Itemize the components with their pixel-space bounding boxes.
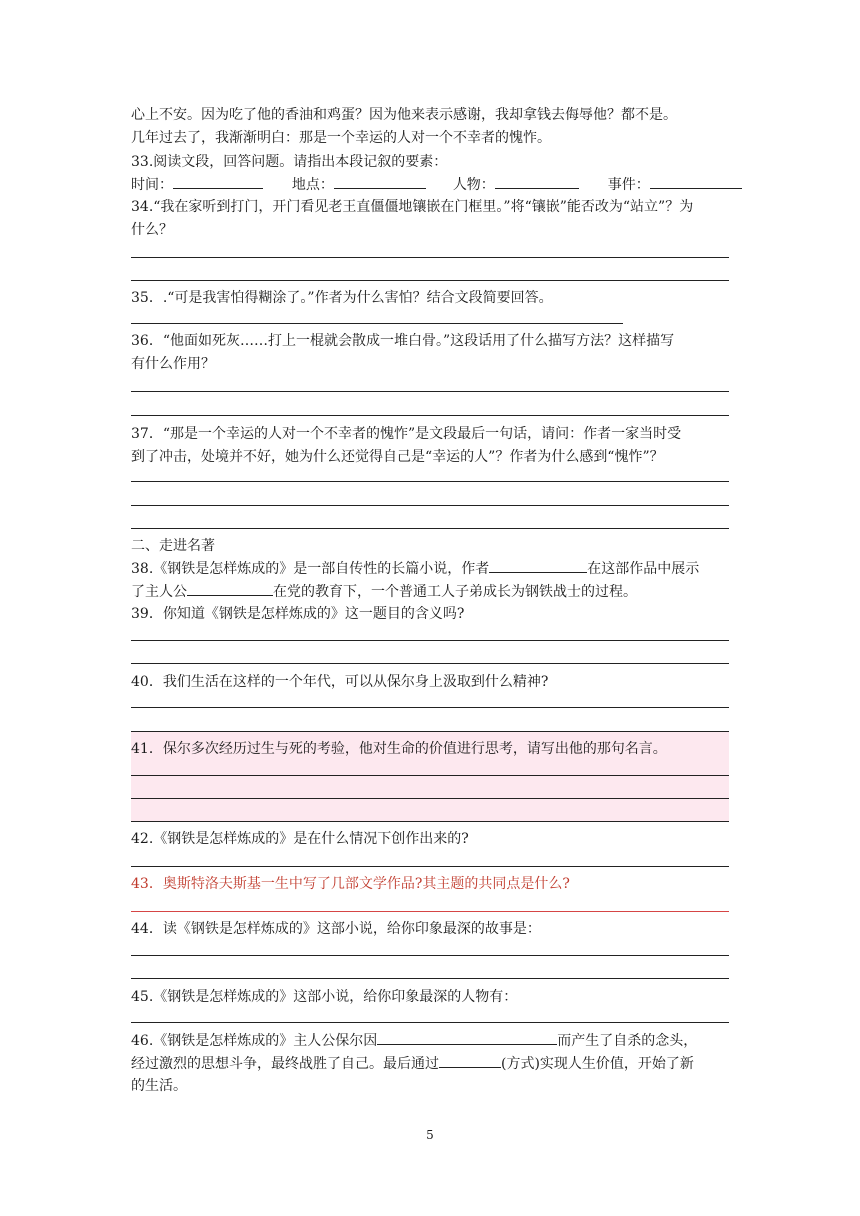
answer-line[interactable] <box>131 775 729 776</box>
answer-line[interactable] <box>131 257 729 258</box>
passage-line: 心上不安。因为吃了他的香油和鸡蛋？因为他来表示感谢，我却拿钱去侮辱他？都不是。 <box>131 107 677 123</box>
answer-line[interactable] <box>131 528 729 529</box>
passage-line: 几年过去了，我渐渐明白：那是一个幸运的人对一个不幸者的愧怍。 <box>131 130 551 146</box>
people-blank[interactable] <box>495 173 579 189</box>
place-label: 地点： <box>291 177 334 193</box>
question-36-cont: 有什么作用？ <box>131 356 215 372</box>
answer-line[interactable] <box>131 866 729 867</box>
answer-line[interactable] <box>131 821 729 822</box>
question-39: 39．你知道《钢铁是怎样炼成的》这一题目的含义吗? <box>131 606 465 622</box>
section-title: 二、走进名著 <box>131 538 215 554</box>
answer-line[interactable] <box>131 415 729 416</box>
question-38: 38.《钢铁是怎样炼成的》是一部自传性的长篇小说，作者 在这部作品中展示 <box>131 557 731 580</box>
question-44: 44．读《钢铁是怎样炼成的》这部小说，给你印象最深的故事是： <box>131 921 541 937</box>
question-33: 33.阅读文段，回答问题。请指出本段记叙的要素： <box>131 154 448 170</box>
answer-line[interactable] <box>131 391 729 392</box>
page-number: 5 <box>426 1128 434 1142</box>
author-blank[interactable] <box>489 557 587 573</box>
answer-line[interactable] <box>131 798 729 799</box>
question-46-end: 的生活。 <box>131 1078 187 1094</box>
reason-blank[interactable] <box>377 1029 557 1045</box>
place-blank[interactable] <box>334 173 426 189</box>
answer-line[interactable] <box>131 323 623 324</box>
question-35: 35．.“可是我害怕得糊涂了。”作者为什么害怕？结合文段简要回答。 <box>131 290 553 306</box>
question-45: 45.《钢铁是怎样炼成的》这部小说，给你印象最深的人物有： <box>131 989 518 1005</box>
answer-line[interactable] <box>131 505 729 506</box>
answer-line-red[interactable] <box>131 911 729 912</box>
answer-line[interactable] <box>131 707 729 708</box>
protagonist-blank[interactable] <box>187 580 273 596</box>
question-46: 46.《钢铁是怎样炼成的》主人公保尔因 而产生了自杀的念头， <box>131 1029 731 1052</box>
question-37: 37．“那是一个幸运的人对一个不幸者的愧怍”是文段最后一句话，请问：作者一家当时受 <box>131 426 682 442</box>
question-34: 34.“我在家听到打门，开门看见老王直僵僵地镶嵌在门框里。”将“镶嵌”能否改为“站立”？为 <box>131 199 694 215</box>
answer-line[interactable] <box>131 481 729 482</box>
answer-line[interactable] <box>131 978 729 979</box>
event-blank[interactable] <box>650 173 742 189</box>
question-38-cont: 了主人公 在党的教育下，一个普通工人子弟成长为钢铁战士的过程。 <box>131 580 731 603</box>
question-40: 40．我们生活在这样的一个年代，可以从保尔身上汲取到什么精神? <box>131 674 549 690</box>
method-blank[interactable] <box>439 1052 501 1068</box>
question-46-cont: 经过激烈的思想斗争，最终战胜了自己。最后通过 (方式)实现人生价值，开始了新 <box>131 1052 731 1075</box>
answer-line[interactable] <box>131 280 729 281</box>
answer-line[interactable] <box>131 1022 729 1023</box>
question-41: 41．保尔多次经历过生与死的考验，他对生命的价值进行思考，请写出他的那句名言。 <box>131 741 667 757</box>
event-label: 事件： <box>607 177 650 193</box>
time-label: 时间： <box>131 177 173 193</box>
question-43: 43．奥斯特洛夫斯基一生中写了几部文学作品?其主题的共同点是什么? <box>131 876 570 892</box>
question-33-elements <box>131 173 731 196</box>
people-label: 人物： <box>452 177 495 193</box>
answer-line[interactable] <box>131 955 729 956</box>
question-37-cont: 到了冲击，处境并不好，她为什么还觉得自己是“幸运的人”？作者为什么感到“愧怍”？ <box>131 449 664 465</box>
question-36: 36．“他面如死灰……打上一棍就会散成一堆白骨。”这段话用了什么描写方法？这样描写 <box>131 333 675 349</box>
time-blank[interactable] <box>173 173 263 189</box>
answer-line[interactable] <box>131 663 729 664</box>
answer-line[interactable] <box>131 640 729 641</box>
question-34-cont: 什么？ <box>131 222 173 238</box>
question-42: 42.《钢铁是怎样炼成的》是在什么情况下创作出来的? <box>131 831 469 847</box>
